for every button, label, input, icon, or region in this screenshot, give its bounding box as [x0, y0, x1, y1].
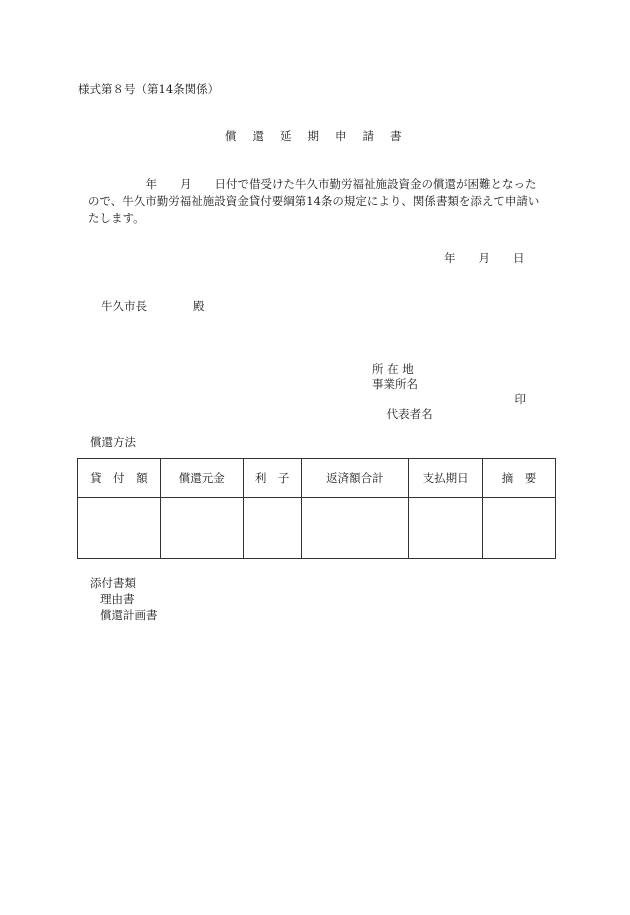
- attachment-item: 理由書: [100, 592, 135, 606]
- table-header-row: [78, 459, 556, 498]
- body-line: 年 月 日付で借受けた牛久市勤労福祉施設資金の償還が困難となった: [88, 177, 537, 191]
- table-cell[interactable]: [483, 498, 556, 559]
- header-total-repayment: 返済額合計: [301, 459, 409, 498]
- table-cell[interactable]: [160, 498, 243, 559]
- title-char: 延: [280, 129, 292, 143]
- attachments-label: 添付書類: [90, 576, 136, 590]
- header-remarks: 摘 要: [483, 459, 556, 498]
- applicant-block: [372, 362, 532, 421]
- repayment-method-label: 償還方法: [90, 435, 136, 449]
- title-char: 書: [390, 129, 402, 143]
- attachments: [90, 575, 158, 623]
- representative-label: 代表者名: [386, 407, 433, 421]
- title-char: 期: [307, 129, 319, 143]
- header-interest: 利 子: [243, 459, 301, 498]
- table-row: [78, 498, 556, 559]
- table-cell[interactable]: [78, 498, 161, 559]
- header-principal: 償還元金: [160, 459, 243, 498]
- attachment-item: 償還計画書: [100, 608, 158, 622]
- office-name-label: 事業所名: [372, 377, 418, 391]
- header-loan-amount: 貸 付 額: [78, 459, 161, 498]
- repayment-table: [77, 458, 556, 559]
- form-number: 様式第８号（第14条関係）: [78, 82, 220, 96]
- document-title: [225, 131, 402, 143]
- application-body: [88, 176, 558, 227]
- table-cell[interactable]: [409, 498, 483, 559]
- address-label: 所 在 地: [372, 362, 414, 376]
- title-char: 申: [335, 129, 347, 143]
- title-char: 請: [362, 129, 374, 143]
- addressee: 牛久市長 殿: [101, 299, 205, 313]
- title-char: 還: [252, 129, 264, 143]
- header-due-date: 支払期日: [409, 459, 483, 498]
- body-line: ので、牛久市勤労福祉施設資金貸付要綱第14条の規定により、関係書類を添えて申請い: [88, 194, 540, 208]
- title-char: 償: [225, 129, 237, 143]
- seal-mark: 印: [514, 392, 526, 406]
- table-cell[interactable]: [243, 498, 301, 559]
- representative-row: [372, 392, 532, 421]
- body-line: たします。: [88, 211, 145, 225]
- application-date: 年 月 日: [444, 251, 525, 265]
- table-cell[interactable]: [301, 498, 409, 559]
